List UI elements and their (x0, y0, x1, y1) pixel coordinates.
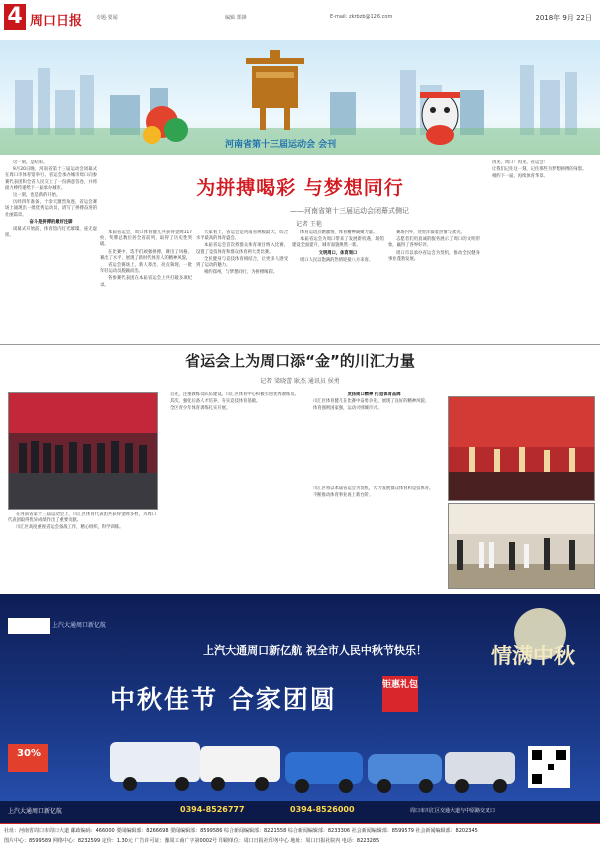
ad-headline: 上汽大通周口新亿航 祝全市人民中秋节快乐！ (203, 644, 427, 657)
ad-discount: 30% (17, 748, 41, 759)
paragraph: 这一刻，是结束。 (13, 160, 48, 165)
paragraph: 全民健身与竞技体育相结合，让更多人感受到了运动的魅力。 (196, 256, 288, 269)
paragraph: 大家看上，省运会是河南省规模最大、综合水平最高的体育盛会。 (196, 230, 288, 242)
subheading: 奋斗是拼搏的最好注脚 (29, 219, 73, 225)
paragraph: 体育强则国家强，运动兴则城市兴。 (313, 406, 382, 412)
lead-column-1 (5, 160, 97, 342)
photo-award-ceremony (8, 392, 158, 510)
paragraph: 历经四年准备，十余天激烈角逐，省运会赛场上涌现出一批优秀运动员，谱写了拼搏奋进的壮丽篇章。 (5, 200, 97, 218)
paragraph: 让我们记住这一刻，记住那些为梦想拼搏的身影。 (492, 167, 587, 173)
paragraph: 在比赛中，选手们顽强拼搏，赛出了风格，赛出了水平，展现了新时代体育人的精神风貌。 (100, 249, 192, 261)
ad-brand-footer: 上汽大通周口新亿航 (8, 808, 63, 815)
lead-column-3 (196, 230, 288, 342)
vehicle-lineup-icon (110, 742, 515, 793)
paragraph: 川汇区将以本届省运会为契机，大力发展群众体育和竞技体育。 (313, 486, 434, 491)
ad-main-slogan: 中秋佳节 合家团圆 (110, 685, 337, 714)
issue-date: 2018年 9月 22日 (535, 14, 592, 22)
ad-phone-1: 0394-8526777 (180, 805, 245, 814)
paragraph: 省运会赛场上，新人辈出，亮点频现，一批年轻运动员脱颖而出。 (100, 263, 192, 275)
article2-byline: 记者 梁晓蕾 耿杰 通讯员 侯勇 (260, 378, 340, 385)
article2-column-4 (305, 486, 443, 590)
games-emblem-icon (246, 50, 304, 130)
paragraph: 不断推动体育事业再上新台阶。 (313, 493, 374, 499)
ad-phone-2: 0394-8526000 (290, 805, 355, 814)
paragraph: 相约郑州，与梦想同行，为拼搏喝彩。 (204, 270, 278, 276)
ad-seal: 钜惠礼包 (382, 676, 418, 712)
paragraph: 志愿者们用真诚的服务展示了周口的文明形象，赢得了各界好评。 (388, 237, 480, 249)
page-number: 4 (4, 4, 26, 30)
photo-performance-stage (448, 396, 595, 501)
lead-column-2 (100, 230, 192, 342)
lead-headline: 为拼搏喝彩 与梦想同行 (196, 177, 404, 199)
paragraph: 这一刻，也是新的开始。 (13, 193, 61, 199)
paragraph: 各参赛代表团在本届省运会上共打破多项纪录。 (100, 276, 192, 288)
article2-headline: 省运会上为周口添“金”的川汇力量 (185, 352, 415, 370)
paragraph: 9月20日晚，河南省第十三届运动会闭幕式在周口市体育馆举行。省运会承办城市周口向参赛代表团和全省人民交上了一份满意答卷，并将接力棒传递给下一届承办城市。 (5, 167, 97, 191)
email-label: E-mail: zkrbzb@126.com (330, 14, 393, 20)
paragraph: 本届省运会首次将群众体育项目纳入比赛，设置了竞技体育和群众体育两大类比赛。 (196, 243, 288, 255)
ad-brand: 上汽大通周口新亿航 (52, 622, 107, 629)
paragraph: 相约下一届，再续体育华章。 (492, 174, 548, 180)
lead-column-4 (292, 230, 384, 342)
lead-subtitle: ——河南省第十三届运动会闭幕式侧记 (290, 207, 409, 215)
page-header (0, 0, 600, 41)
paragraph: 再见，周口！再见，省运会！ (492, 160, 548, 165)
paragraph: 周口人民以饱满的热情迎接八方来客。 (300, 257, 374, 263)
paragraph: 在河南省第十三届运动会上，川汇区体育代表团共获得金牌多枚，为周口代表团取得优异成绩作出了重要贡献。 (8, 512, 156, 524)
lead-column-5 (388, 230, 480, 342)
section-divider (0, 344, 600, 345)
paragraph: 周口市以承办省运会为契机，推动全民健身事业蓬勃发展。 (388, 250, 480, 262)
footer-contact-line: 社址：河南省周口市周口大道 邮政编码：466000 要闻编辑部：8266698 要闻编辑部：8599586 综合新闻编辑部：8221558 综合新闻编辑部：8233306 社会新闻编辑部：8599579 社会新闻编辑部：8202345 (4, 828, 478, 834)
ad-address: 周口市川汇区交通大道与中原路交叉口 (410, 808, 496, 814)
lead-author: 记者 王艳 (296, 221, 322, 228)
paragraph: 闭幕式开始前，体育馆内灯光璀璨，座无虚席。 (5, 227, 97, 239)
editor-label: 编辑 郑锋 (225, 15, 247, 21)
article2-column-1 (8, 512, 156, 592)
paragraph: 体育运动点燃激情，体育精神凝聚力量。 (300, 230, 378, 235)
article2-column-3 (305, 392, 443, 482)
lead-column-6 (484, 160, 594, 342)
article2-column-2 (162, 392, 300, 592)
paragraph: 赛场内外，处处洋溢着热情与欢笑。 (396, 230, 465, 235)
ad-promo-title: 情满中秋 (491, 644, 575, 668)
ad-contact-bar (0, 801, 600, 823)
subheading: 发扬周口精神 打造体育品牌 (347, 392, 401, 397)
paragraph: 川汇区体育健儿在比赛中奋勇争先，展现了良好的精神风貌。 (313, 399, 430, 405)
page-footer (0, 823, 600, 848)
paragraph: 首先，注重教练员队伍建设。川汇区体育中心积极引进优秀教练员。 (170, 392, 299, 397)
banner-subtitle: 河南省第十三届运动会 会刊 (225, 140, 337, 150)
paragraph: 全区青少年体育训练扎实开展。 (170, 406, 231, 412)
subheading: 文明周口，体育周口 (318, 250, 358, 256)
paragraph: 本届省运会，周口体育健儿共获得金牌117枚，奖牌总数位居全省前列，取得了历史性突破。 (100, 230, 192, 248)
footer-publishing-line: 图片中心：8599589 网络中心：8232599 定价：1.30元 广告许可证：豫周工商广字第0002号 印刷单位：周口日报社印务中心 地址：周口日报社院内 电话：8223285 (4, 838, 380, 844)
paragraph: 川汇区高度重视省运会备战工作，精心组织，科学训练。 (16, 525, 124, 531)
paragraph: 本届省运会为周口带来了发展新机遇，场馆建设全面提升，城市面貌焕然一新。 (292, 237, 384, 249)
section-label: 专题·要闻 (96, 15, 118, 21)
photo-training-hall (448, 503, 595, 589)
paper-name: 周口日报 (30, 14, 83, 29)
paragraph: 其次，强化后备人才培养，夯实竞技体育基础。 (170, 399, 261, 405)
